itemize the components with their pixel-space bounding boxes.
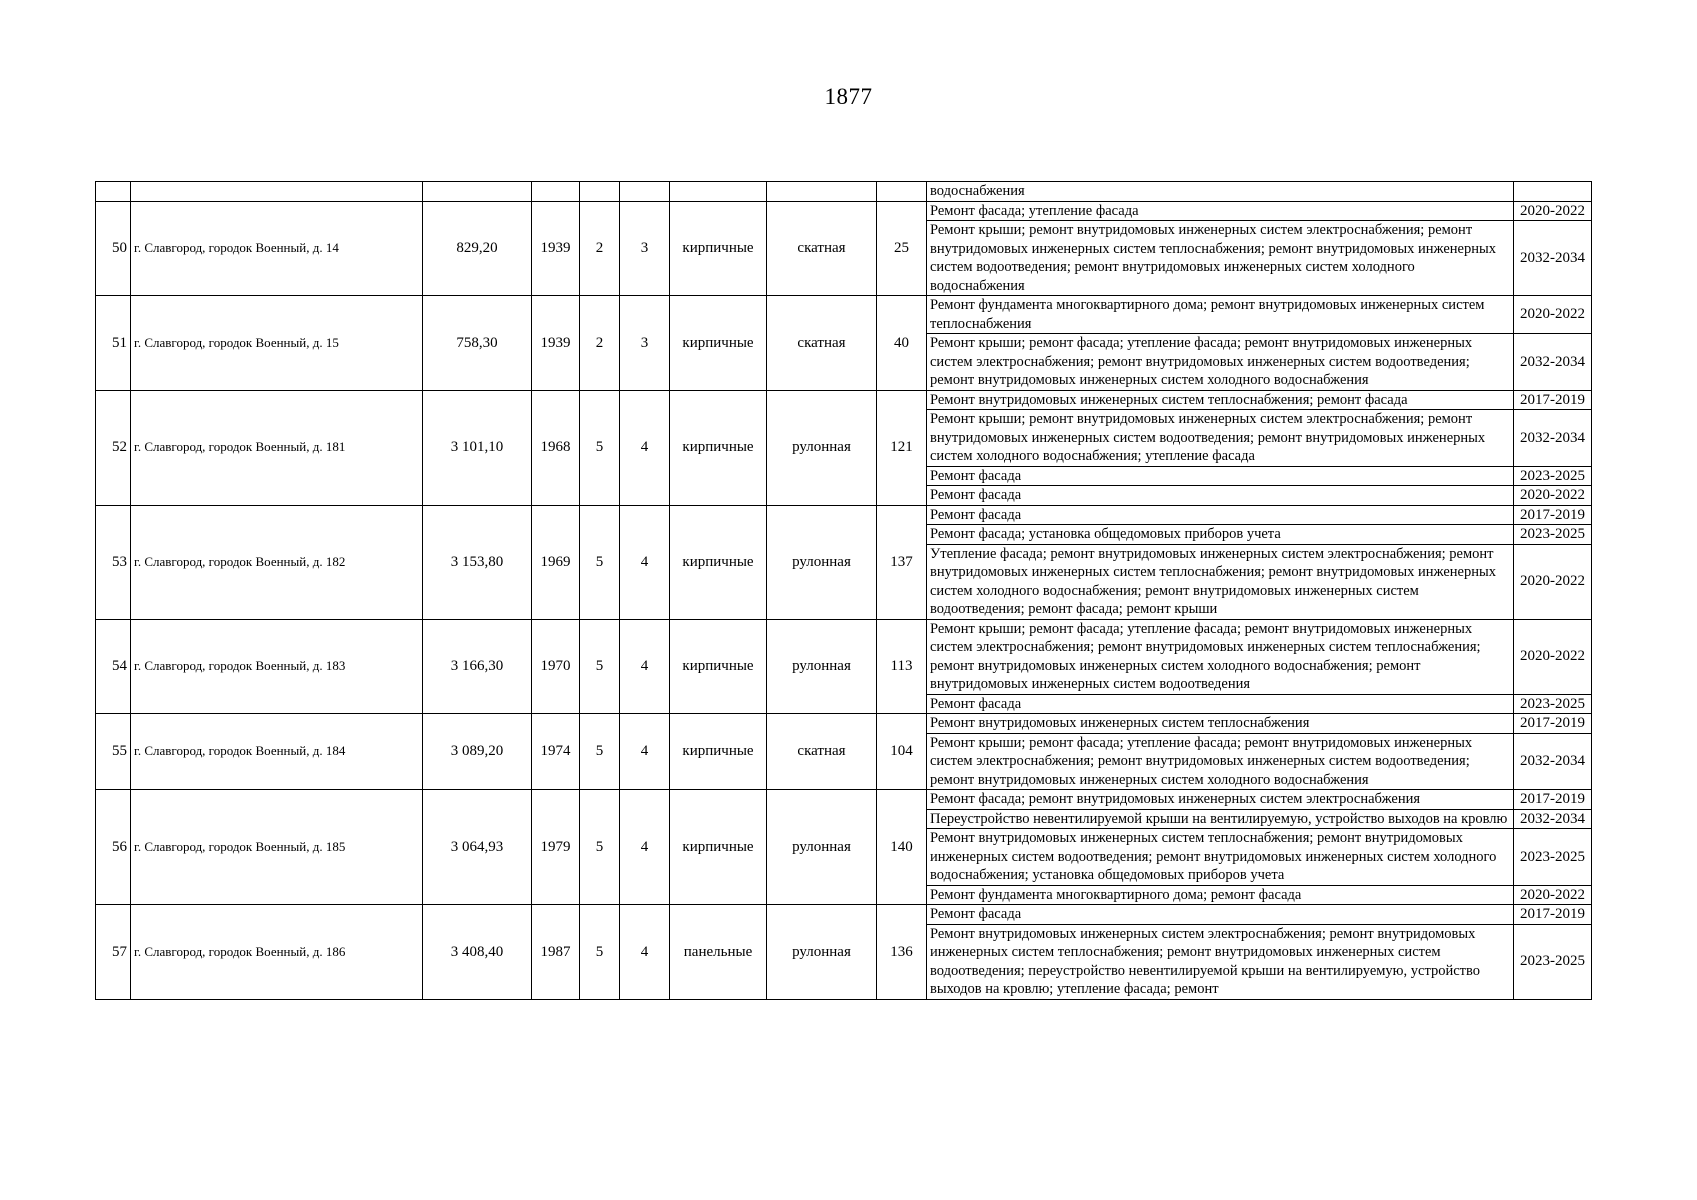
- row-number: 57: [96, 905, 131, 1000]
- continuation-row: [96, 182, 1592, 202]
- residents-count: 121: [877, 390, 927, 505]
- wall-material: кирпичные: [670, 296, 767, 391]
- roof-type: рулонная: [767, 905, 877, 1000]
- work-description: Ремонт внутридомовых инженерных систем электроснабжения; ремонт внутридомовых инженерных систем теплоснабжения; ремонт внутридомовых инженерных систем водоотведения; переустройство невентилируемой крыши на вентилируемую, устройство выходов на кровлю; утепление фасада; ремонт: [927, 924, 1514, 999]
- wall-material: кирпичные: [670, 714, 767, 790]
- work-period: 2020-2022: [1514, 544, 1592, 619]
- work-description: Ремонт внутридомовых инженерных систем теплоснабжения: [927, 714, 1514, 734]
- roof-type: рулонная: [767, 619, 877, 714]
- residents-count: 137: [877, 505, 927, 619]
- blank-cell: [532, 182, 580, 202]
- build-year: 1974: [532, 714, 580, 790]
- work-period: 2017-2019: [1514, 714, 1592, 734]
- work-period: 2032-2034: [1514, 221, 1592, 296]
- house-area: 3 089,20: [423, 714, 532, 790]
- build-year: 1969: [532, 505, 580, 619]
- blank-cell: [423, 182, 532, 202]
- wall-material: кирпичные: [670, 790, 767, 905]
- wall-material: кирпичные: [670, 390, 767, 505]
- work-description: Ремонт фасада: [927, 466, 1514, 486]
- row-number: 50: [96, 201, 131, 296]
- work-description: Ремонт внутридомовых инженерных систем теплоснабжения; ремонт фасада: [927, 390, 1514, 410]
- build-year: 1987: [532, 905, 580, 1000]
- house-address: г. Славгород, городок Военный, д. 185: [131, 790, 423, 905]
- build-year: 1968: [532, 390, 580, 505]
- entrances-count: 4: [620, 505, 670, 619]
- roof-type: скатная: [767, 296, 877, 391]
- work-description: Ремонт внутридомовых инженерных систем теплоснабжения; ремонт внутридомовых инженерных систем водоотведения; ремонт внутридомовых инженерных систем холодного водоснабжения; установка общедомовых приборов учета: [927, 829, 1514, 886]
- work-period: 2032-2034: [1514, 809, 1592, 829]
- work-description: Ремонт крыши; ремонт фасада; утепление фасада; ремонт внутридомовых инженерных систем электроснабжения; ремонт внутридомовых инженерных систем теплоснабжения; ремонт внутридомовых инженерных систем холодного водоснабжения; ремонт внутридомовых инженерных систем водоотведения: [927, 619, 1514, 694]
- work-period: [1514, 182, 1592, 202]
- work-description: Ремонт крыши; ремонт внутридомовых инженерных систем электроснабжения; ремонт внутридомовых инженерных систем теплоснабжения; ремонт внутридомовых инженерных систем водоотведения; ремонт внутридомовых инженерных систем холодного водоснабжения: [927, 221, 1514, 296]
- house-address: г. Славгород, городок Военный, д. 181: [131, 390, 423, 505]
- residents-count: 104: [877, 714, 927, 790]
- repair-program-table: [95, 181, 1592, 1000]
- roof-type: рулонная: [767, 390, 877, 505]
- blank-cell: [580, 182, 620, 202]
- entrances-count: 3: [620, 201, 670, 296]
- work-period: 2020-2022: [1514, 486, 1592, 506]
- wall-material: кирпичные: [670, 201, 767, 296]
- roof-type: рулонная: [767, 505, 877, 619]
- house-area: 3 153,80: [423, 505, 532, 619]
- entrances-count: 3: [620, 296, 670, 391]
- work-description: водоснабжения: [927, 182, 1514, 202]
- row-number: 52: [96, 390, 131, 505]
- entrances-count: 4: [620, 619, 670, 714]
- blank-cell: [877, 182, 927, 202]
- work-period: 2017-2019: [1514, 505, 1592, 525]
- work-period: 2020-2022: [1514, 619, 1592, 694]
- house-area: 758,30: [423, 296, 532, 391]
- residents-count: 113: [877, 619, 927, 714]
- floors-count: 5: [580, 905, 620, 1000]
- house-address: г. Славгород, городок Военный, д. 15: [131, 296, 423, 391]
- entrances-count: 4: [620, 714, 670, 790]
- blank-cell: [131, 182, 423, 202]
- build-year: 1939: [532, 201, 580, 296]
- house-address: г. Славгород, городок Военный, д. 183: [131, 619, 423, 714]
- entrances-count: 4: [620, 790, 670, 905]
- work-description: Ремонт крыши; ремонт внутридомовых инженерных систем электроснабжения; ремонт внутридомовых инженерных систем водоотведения; ремонт внутридомовых инженерных систем холодного водоснабжения; утепление фасада: [927, 410, 1514, 467]
- roof-type: скатная: [767, 201, 877, 296]
- work-description: Ремонт фасада: [927, 694, 1514, 714]
- house-row: [96, 505, 1592, 525]
- roof-type: скатная: [767, 714, 877, 790]
- residents-count: 40: [877, 296, 927, 391]
- wall-material: кирпичные: [670, 619, 767, 714]
- work-period: 2023-2025: [1514, 694, 1592, 714]
- floors-count: 2: [580, 296, 620, 391]
- build-year: 1979: [532, 790, 580, 905]
- row-number: 53: [96, 505, 131, 619]
- house-row: [96, 619, 1592, 694]
- entrances-count: 4: [620, 905, 670, 1000]
- house-row: [96, 296, 1592, 334]
- house-area: 3 064,93: [423, 790, 532, 905]
- blank-cell: [620, 182, 670, 202]
- house-area: 3 166,30: [423, 619, 532, 714]
- house-address: г. Славгород, городок Военный, д. 182: [131, 505, 423, 619]
- work-period: 2017-2019: [1514, 390, 1592, 410]
- floors-count: 5: [580, 619, 620, 714]
- work-description: Переустройство невентилируемой крыши на вентилируемую, устройство выходов на кровлю: [927, 809, 1514, 829]
- residents-count: 140: [877, 790, 927, 905]
- work-description: Ремонт фасада: [927, 505, 1514, 525]
- house-row: [96, 714, 1592, 734]
- table-body: [96, 182, 1592, 1000]
- build-year: 1939: [532, 296, 580, 391]
- work-period: 2032-2034: [1514, 733, 1592, 790]
- house-area: 3 101,10: [423, 390, 532, 505]
- roof-type: рулонная: [767, 790, 877, 905]
- work-period: 2020-2022: [1514, 885, 1592, 905]
- work-description: Ремонт крыши; ремонт фасада; утепление фасада; ремонт внутридомовых инженерных систем электроснабжения; ремонт внутридомовых инженерных систем водоотведения; ремонт внутридомовых инженерных систем холодного водоснабжения: [927, 733, 1514, 790]
- work-period: 2017-2019: [1514, 905, 1592, 925]
- wall-material: кирпичные: [670, 505, 767, 619]
- work-description: Ремонт фасада; утепление фасада: [927, 201, 1514, 221]
- work-description: Ремонт фундамента многоквартирного дома; ремонт внутридомовых инженерных систем теплоснабжения: [927, 296, 1514, 334]
- row-number: 54: [96, 619, 131, 714]
- blank-cell: [670, 182, 767, 202]
- work-period: 2032-2034: [1514, 334, 1592, 391]
- work-description: Ремонт фундамента многоквартирного дома; ремонт фасада: [927, 885, 1514, 905]
- floors-count: 5: [580, 790, 620, 905]
- work-period: 2023-2025: [1514, 924, 1592, 999]
- house-address: г. Славгород, городок Военный, д. 184: [131, 714, 423, 790]
- house-area: 829,20: [423, 201, 532, 296]
- work-period: 2020-2022: [1514, 296, 1592, 334]
- house-row: [96, 790, 1592, 810]
- work-description: Утепление фасада; ремонт внутридомовых инженерных систем электроснабжения; ремонт внутридомовых инженерных систем теплоснабжения; ремонт внутридомовых инженерных систем холодного водоснабжения; ремонт внутридомовых инженерных систем водоотведения; ремонт фасада; ремонт крыши: [927, 544, 1514, 619]
- row-number: 56: [96, 790, 131, 905]
- work-description: Ремонт фасада: [927, 905, 1514, 925]
- work-description: Ремонт фасада: [927, 486, 1514, 506]
- wall-material: панельные: [670, 905, 767, 1000]
- floors-count: 5: [580, 390, 620, 505]
- floors-count: 5: [580, 505, 620, 619]
- house-row: [96, 201, 1592, 221]
- row-number: 55: [96, 714, 131, 790]
- blank-cell: [96, 182, 131, 202]
- row-number: 51: [96, 296, 131, 391]
- work-description: Ремонт фасада; установка общедомовых приборов учета: [927, 525, 1514, 545]
- house-area: 3 408,40: [423, 905, 532, 1000]
- work-period: 2023-2025: [1514, 829, 1592, 886]
- page-number: 1877: [824, 84, 873, 109]
- work-period: 2023-2025: [1514, 466, 1592, 486]
- work-description: Ремонт фасада; ремонт внутридомовых инженерных систем электроснабжения: [927, 790, 1514, 810]
- blank-cell: [767, 182, 877, 202]
- house-address: г. Славгород, городок Военный, д. 186: [131, 905, 423, 1000]
- work-period: 2023-2025: [1514, 525, 1592, 545]
- house-address: г. Славгород, городок Военный, д. 14: [131, 201, 423, 296]
- residents-count: 136: [877, 905, 927, 1000]
- work-period: 2020-2022: [1514, 201, 1592, 221]
- house-row: [96, 390, 1592, 410]
- build-year: 1970: [532, 619, 580, 714]
- entrances-count: 4: [620, 390, 670, 505]
- work-period: 2032-2034: [1514, 410, 1592, 467]
- work-period: 2017-2019: [1514, 790, 1592, 810]
- floors-count: 5: [580, 714, 620, 790]
- floors-count: 2: [580, 201, 620, 296]
- house-row: [96, 905, 1592, 925]
- work-description: Ремонт крыши; ремонт фасада; утепление фасада; ремонт внутридомовых инженерных систем электроснабжения; ремонт внутридомовых инженерных систем водоотведения; ремонт внутридомовых инженерных систем холодного водоснабжения: [927, 334, 1514, 391]
- residents-count: 25: [877, 201, 927, 296]
